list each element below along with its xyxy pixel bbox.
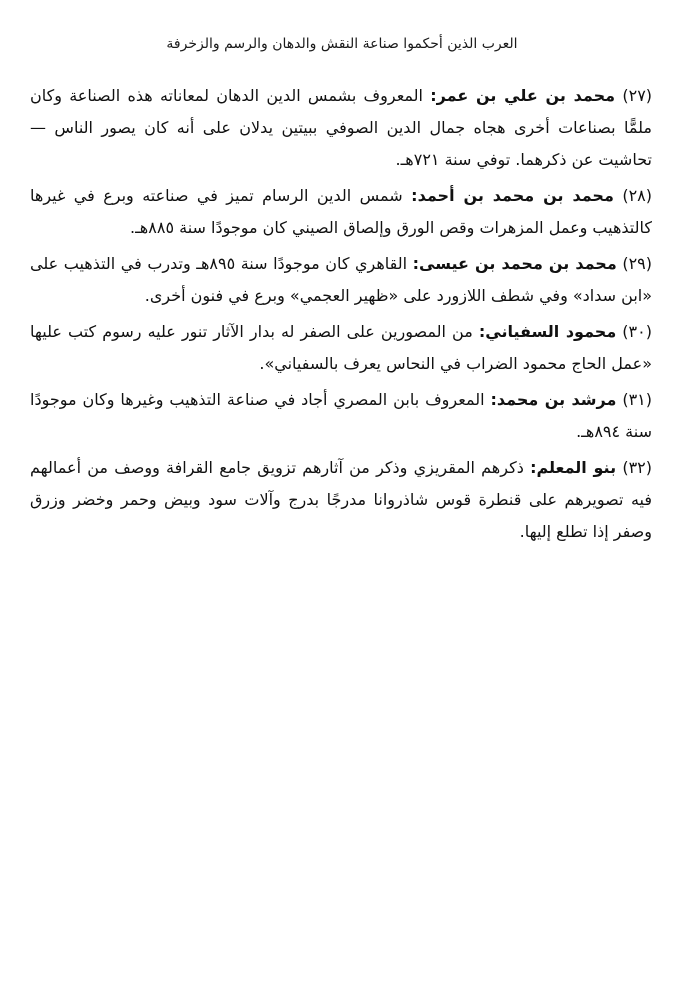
entry-number: (٣١)	[622, 390, 653, 409]
entry-text: القاهري كان موجودًا سنة ٨٩٥هـ وتدرب في التذهيب على «ابن سداد» وفي شطف اللازورد على «ظهير العجمي» وبرع في فنون أخرى.	[30, 254, 652, 305]
entry-number: (٣٢)	[622, 458, 652, 477]
entry-name: بنو المعلم:	[530, 458, 617, 477]
entry-name: محمود السفياني:	[478, 322, 617, 341]
entry-text: شمس الدين الرسام تميز في صناعته وبرع في غيرها كالتذهيب وعمل المزهرات وقص الورق وإلصاق الصيني كان موجودًا سنة ٨٨٥هـ.	[30, 186, 652, 237]
entry-number: (٢٩)	[622, 254, 652, 273]
entry-31	[30, 384, 652, 448]
running-header: العرب الذين أحكموا صناعة النقش والدهان والرسم والزخرفة	[166, 36, 518, 52]
entry-text: من المصورين على الصفر له بدار الآثار تنور عليه رسوم كتب عليها «عمل الحاج محمود الضراب في النحاس يعرف بالسفياني».	[30, 322, 652, 373]
entry-number: (٢٧)	[622, 86, 653, 105]
entry-27	[30, 80, 652, 176]
entries-list	[30, 80, 652, 552]
entry-28	[30, 180, 652, 244]
entry-text: المعروف بابن المصري أجاد في صناعة التذهيب وغيرها وكان موجودًا سنة ٨٩٤هـ.	[30, 390, 652, 441]
entry-name: مرشد بن محمد:	[490, 390, 617, 409]
entry-name: محمد بن محمد بن أحمد:	[411, 186, 614, 205]
entry-name: محمد بن محمد بن عيسى:	[412, 254, 617, 273]
entry-32	[30, 452, 652, 548]
entry-text: المعروف بشمس الدين الدهان لمعاناته هذه الصناعة وكان ملمًّا بصناعات أخرى هجاه جمال الدين الصوفي ببيتين يدلان على أنه كان يصور الناس — تحاشيت عن ذكرهما. توفي سنة ٧٢١هـ.	[30, 86, 652, 169]
entry-number: (٣٠)	[622, 322, 652, 341]
entry-number: (٢٨)	[622, 186, 653, 205]
entry-text: ذكرهم المقريزي وذكر من آثارهم تزويق جامع القرافة ووصف من أعمالهم فيه تصويرهم على قنطرة قوس شاذروانا مدرجًا بدرج وآلات سود وبيض وحمر وخضر وزرق وصفر إذا تطلع إليها.	[30, 458, 652, 541]
entry-name: محمد بن علي بن عمر:	[430, 86, 616, 105]
entry-30	[30, 316, 652, 380]
entry-29	[30, 248, 652, 312]
